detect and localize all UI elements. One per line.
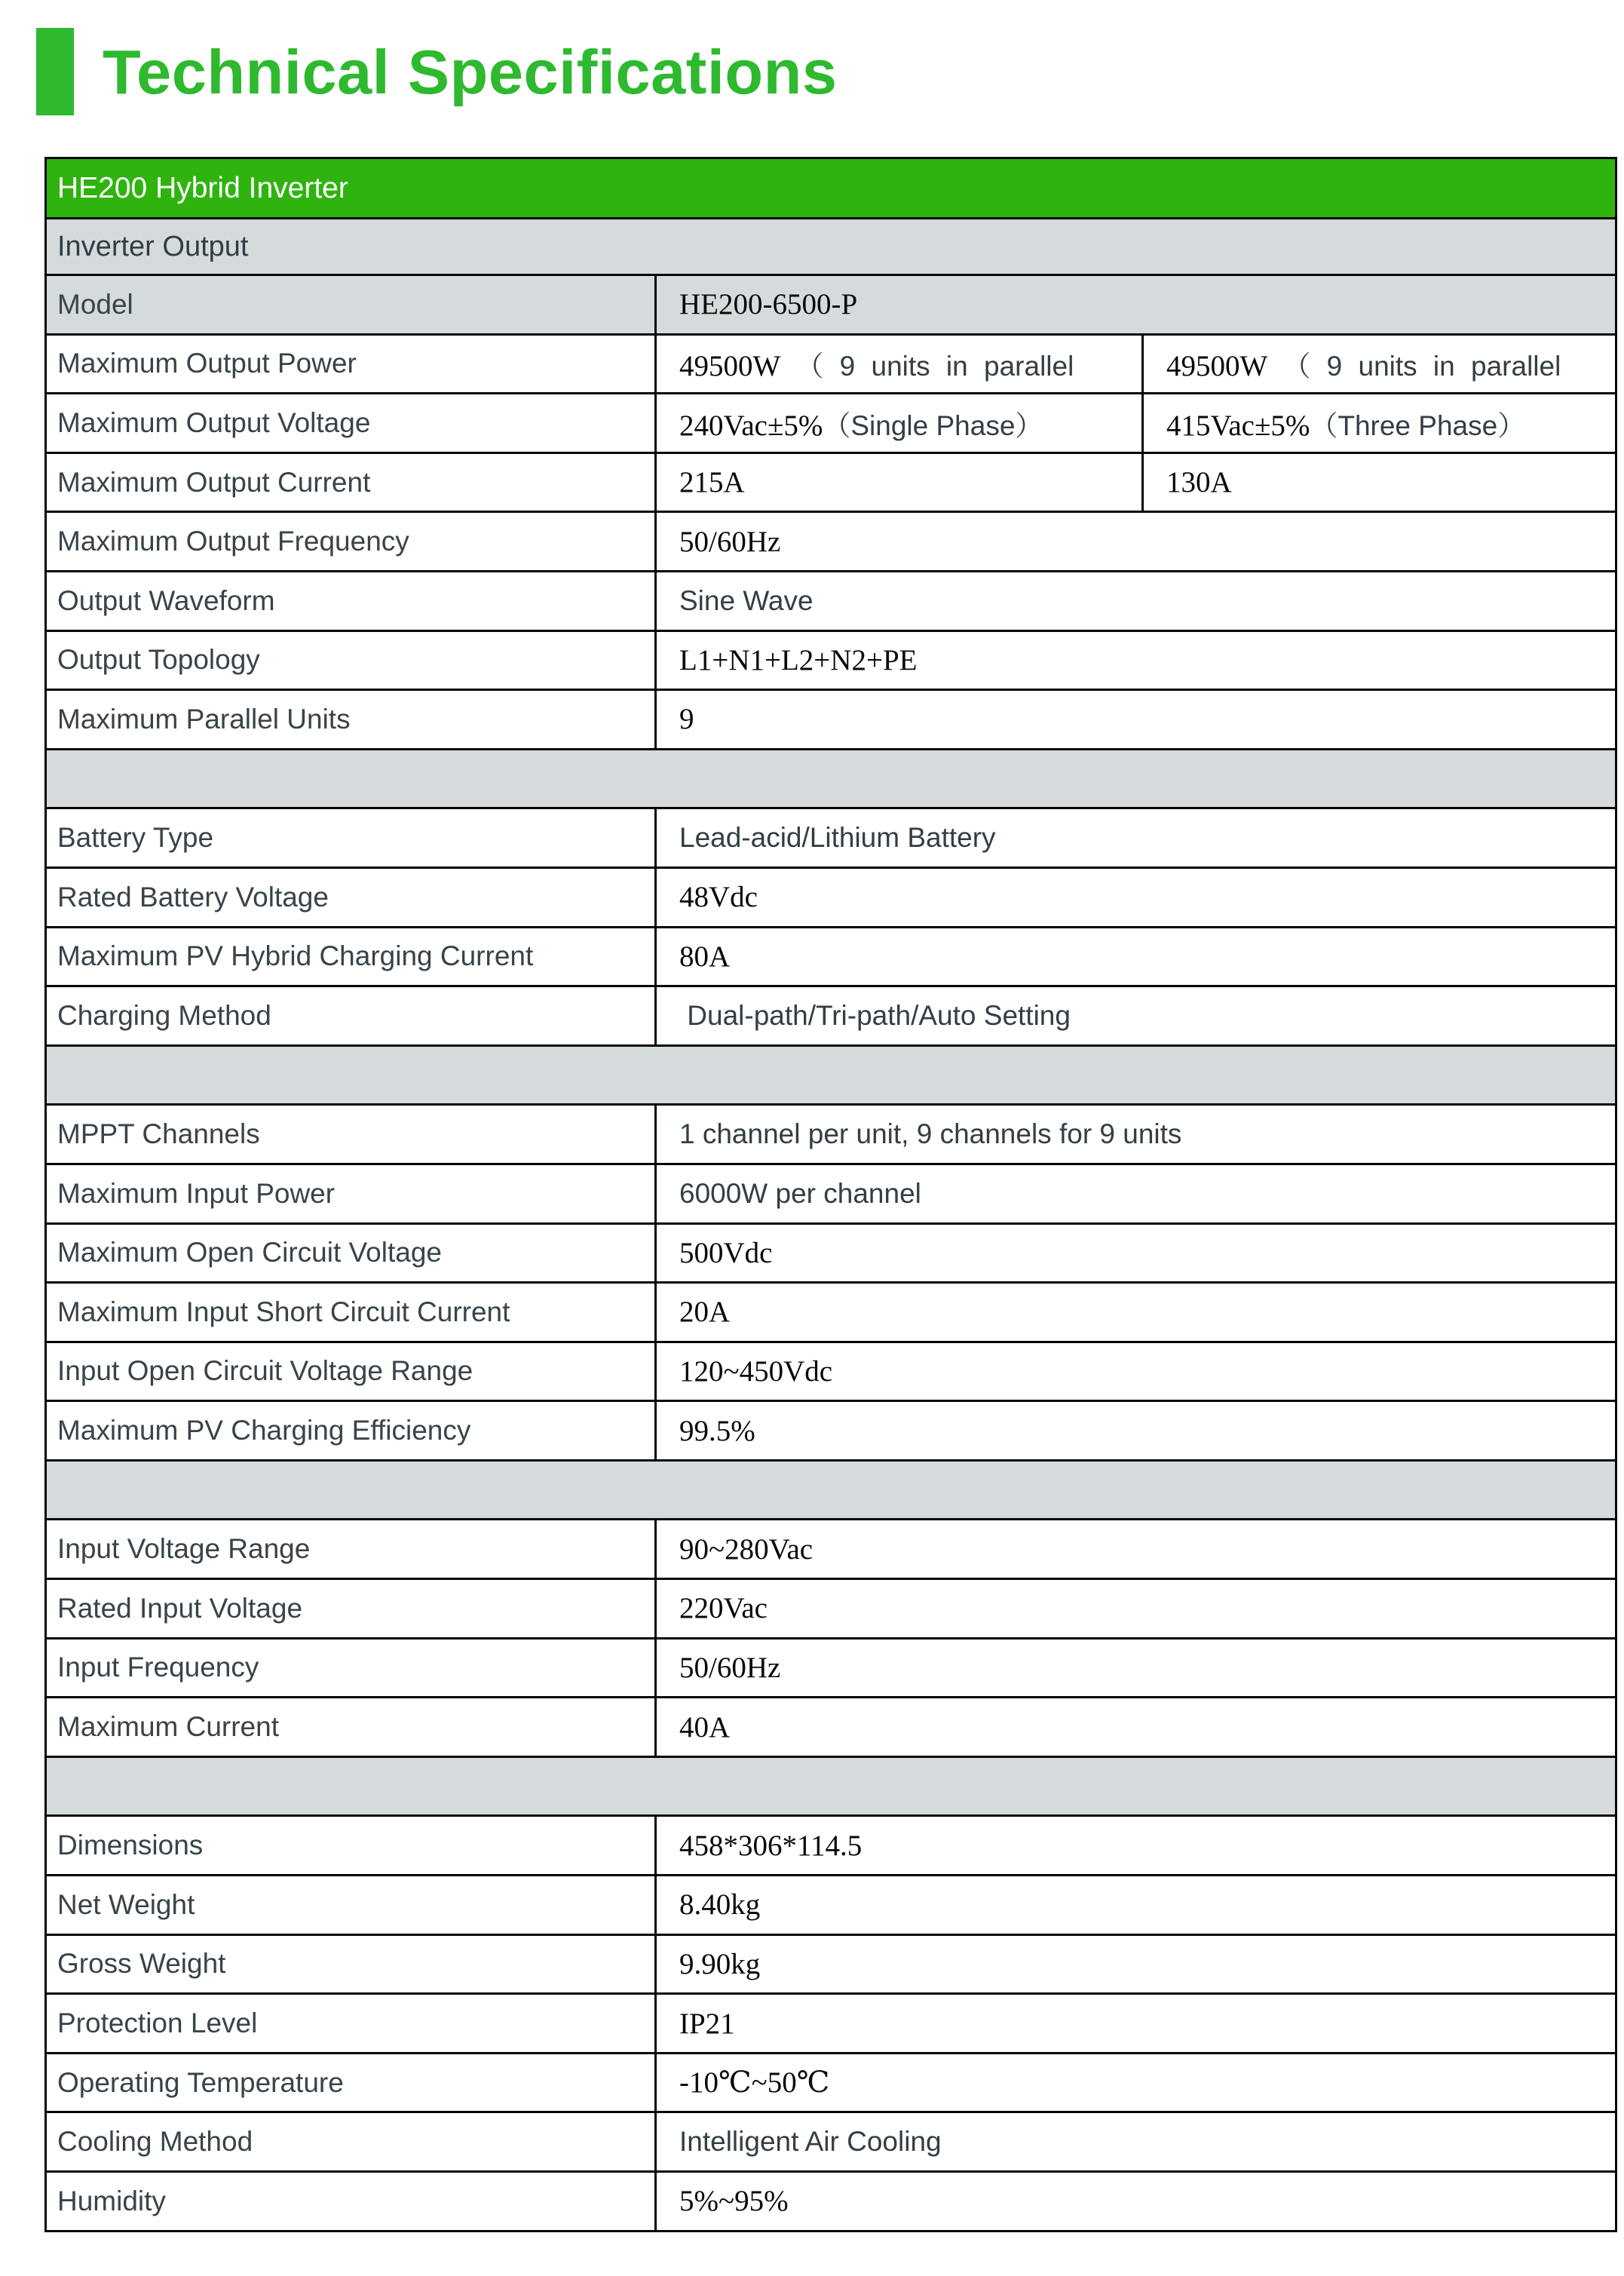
row-value: Dual-path/Tri-path/Auto Setting [654, 987, 1615, 1044]
row-label: Output Topology [57, 644, 260, 676]
row-value: 50/60Hz [654, 513, 1615, 570]
page-header [36, 28, 837, 115]
row-label: MPPT Channels [57, 1118, 260, 1150]
row-label: Dimensions [57, 1830, 204, 1861]
table-row-dimensions [47, 1814, 1615, 1874]
table-row-output-topology [47, 630, 1615, 689]
row-label: Maximum Parallel Units [57, 703, 351, 735]
table-row-input-open-circuit-voltage-range [47, 1341, 1615, 1400]
page-title: Technical Specifications [103, 36, 838, 107]
row-value: 9.90kg [654, 1936, 1615, 1993]
row-label: Input Open Circuit Voltage Range [57, 1355, 473, 1387]
table-row-maximum-output-frequency [47, 511, 1615, 570]
table-row-model [47, 274, 1615, 333]
table-row-input-voltage-range [47, 1518, 1615, 1578]
row-value: 49500W （ 9 units in parallel [654, 336, 1141, 393]
row-value: 90~280Vac [654, 1520, 1615, 1578]
table-header-row [47, 159, 1615, 217]
table-row-charging-method [47, 985, 1615, 1044]
table-row-maximum-pv-hybrid-charging-current [47, 926, 1615, 986]
table-row-output-waveform [47, 570, 1615, 630]
row-label: Input Voltage Range [57, 1533, 311, 1565]
row-value: 40A [654, 1698, 1615, 1756]
row-label: Gross Weight [57, 1948, 226, 1980]
table-spacer-row [47, 1756, 1615, 1815]
table-row-maximum-current [47, 1696, 1615, 1756]
row-value: IP21 [654, 1995, 1615, 2052]
row-label: Rated Battery Voltage [57, 881, 329, 913]
row-value: 130A [1141, 454, 1615, 511]
row-value: L1+N1+L2+N2+PE [654, 632, 1615, 689]
row-value: 5%~95% [654, 2173, 1615, 2230]
row-label: Maximum PV Charging Efficiency [57, 1415, 471, 1446]
row-label: Input Frequency [57, 1652, 259, 1683]
row-label: Cooling Method [57, 2126, 253, 2158]
row-label: Humidity [57, 2185, 166, 2216]
row-label: Maximum Input Power [57, 1177, 336, 1209]
table-row-maximum-input-power [47, 1163, 1615, 1222]
row-value: 500Vdc [654, 1225, 1615, 1282]
table-row-cooling-method [47, 2111, 1615, 2170]
table-row-operating-temperature [47, 2052, 1615, 2112]
table-section-row [47, 217, 1615, 274]
row-value: 50/60Hz [654, 1640, 1615, 1697]
row-label: Output Waveform [57, 584, 275, 616]
table-row-input-frequency [47, 1637, 1615, 1697]
row-value: 215A [654, 454, 1141, 511]
row-value: 120~450Vdc [654, 1343, 1615, 1400]
row-label: Battery Type [57, 822, 214, 854]
row-value: 240Vac±5%（Single Phase） [654, 394, 1141, 452]
row-value: Intelligent Air Cooling [654, 2113, 1615, 2170]
row-value: -10℃~50℃ [654, 2054, 1615, 2112]
row-value: 20A [654, 1284, 1615, 1341]
table-row-rated-input-voltage [47, 1578, 1615, 1637]
row-label: Maximum Output Frequency [57, 526, 409, 557]
table-row-maximum-pv-charging-efficiency [47, 1400, 1615, 1459]
row-label: Maximum Output Voltage [57, 406, 371, 438]
row-label: Maximum Output Power [57, 348, 357, 379]
row-label: Model [57, 288, 133, 320]
table-row-maximum-open-circuit-voltage [47, 1222, 1615, 1282]
row-value: 8.40kg [654, 1876, 1615, 1934]
row-label: Operating Temperature [57, 2066, 344, 2098]
row-label: Net Weight [57, 1888, 195, 1920]
row-value: 99.5% [654, 1402, 1615, 1459]
spec-table [44, 157, 1617, 2232]
row-label: Rated Input Voltage [57, 1592, 303, 1624]
row-label: Charging Method [57, 999, 271, 1031]
row-label: Maximum Open Circuit Voltage [57, 1237, 442, 1268]
row-label: Maximum PV Hybrid Charging Current [57, 940, 534, 972]
table-row-battery-type [47, 807, 1615, 867]
table-row-net-weight [47, 1874, 1615, 1934]
row-label: Maximum Output Current [57, 466, 371, 498]
table-header-label: HE200 Hybrid Inverter [57, 171, 348, 204]
row-label: Maximum Current [57, 1711, 279, 1743]
row-value: 48Vdc [654, 869, 1615, 926]
row-value: 220Vac [654, 1580, 1615, 1637]
row-value: 1 channel per unit, 9 channels for 9 units [654, 1106, 1615, 1163]
row-value: Lead-acid/Lithium Battery [654, 809, 1615, 867]
table-row-protection-level [47, 1992, 1615, 2052]
table-row-rated-battery-voltage [47, 867, 1615, 926]
title-accent-bar [36, 28, 74, 115]
row-value: 458*306*114.5 [654, 1817, 1615, 1874]
row-value: HE200-6500-P [654, 276, 1615, 333]
table-spacer-row [47, 748, 1615, 808]
table-row-maximum-output-current [47, 452, 1615, 511]
table-spacer-row [47, 1044, 1615, 1104]
row-value: 6000W per channel [654, 1165, 1615, 1222]
row-value: 415Vac±5%（Three Phase） [1141, 394, 1615, 452]
table-row-mppt-channels [47, 1103, 1615, 1163]
row-label: Protection Level [57, 2008, 258, 2039]
row-value: Sine Wave [654, 572, 1615, 630]
table-row-maximum-input-short-circuit-current [47, 1281, 1615, 1341]
table-row-maximum-parallel-units [47, 689, 1615, 748]
row-value: 80A [654, 928, 1615, 986]
table-spacer-row [47, 1459, 1615, 1519]
table-row-humidity [47, 2170, 1615, 2230]
table-row-maximum-output-power [47, 333, 1615, 393]
row-value: 49500W （ 9 units in parallel [1141, 336, 1615, 393]
table-row-maximum-output-voltage [47, 392, 1615, 452]
table-section-label: Inverter Output [57, 230, 249, 262]
row-value: 9 [654, 691, 1615, 748]
table-row-gross-weight [47, 1934, 1615, 1993]
row-label: Maximum Input Short Circuit Current [57, 1296, 510, 1327]
